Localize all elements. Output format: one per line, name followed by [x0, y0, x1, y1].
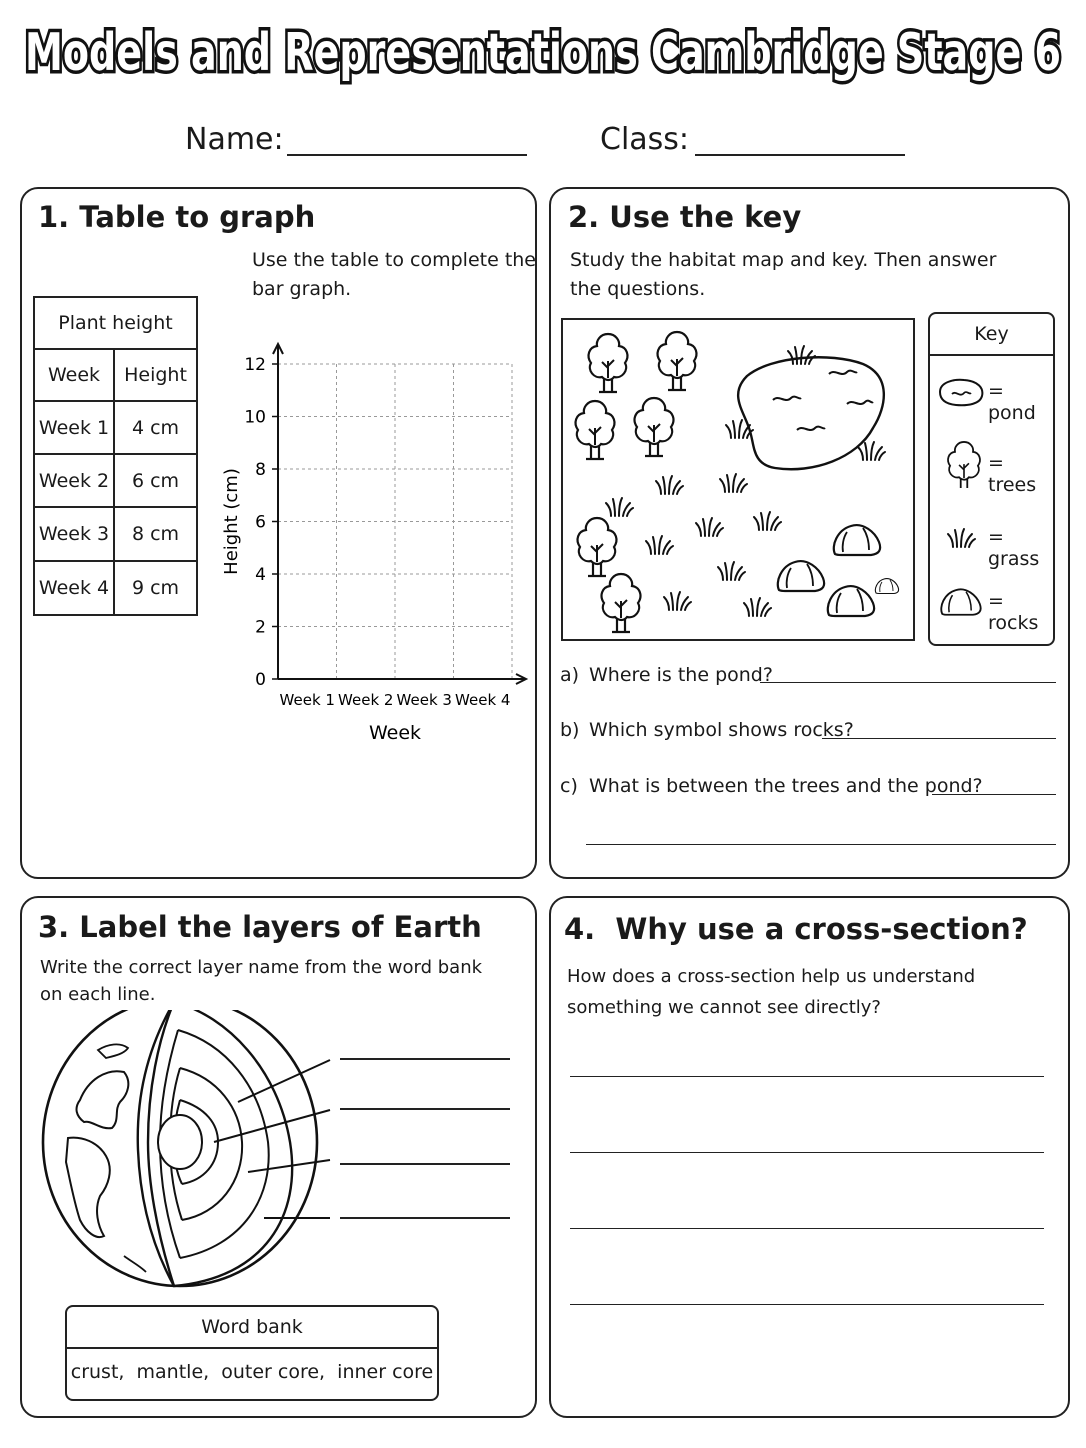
table-caption: Plant height [34, 297, 197, 349]
table-cell: Week 1 [34, 401, 114, 454]
word-bank-title: Word bank [67, 1307, 437, 1349]
table-cell: 4 cm [114, 401, 197, 454]
word-bank-words: crust, mantle, outer core, inner core [70, 1361, 434, 1383]
layer-label-line-4[interactable] [340, 1217, 510, 1219]
answer-line-c-2[interactable] [586, 844, 1056, 845]
class-label: Class: [600, 122, 690, 157]
layer-label-line-2[interactable] [340, 1108, 510, 1110]
table-cell: Week 2 [34, 454, 114, 507]
plant-height-table [33, 296, 198, 616]
key-label-grass: = grass [988, 526, 1040, 570]
table-header-height: Height [114, 349, 197, 401]
x-tick-label: Week 3 [396, 691, 452, 709]
section4-title: 4. Why use a cross-section? [564, 912, 1028, 946]
class-field[interactable] [695, 154, 905, 156]
bar-graph [210, 330, 530, 750]
question-b-text: Which symbol shows rocks? [589, 719, 854, 741]
question-a-text: Where is the pond? [589, 664, 773, 686]
word-bank [65, 1305, 439, 1401]
rock-icon [936, 584, 986, 620]
section3-instruction-1: Write the correct layer name from the word bank [40, 957, 483, 978]
earth-cross-section [28, 1010, 528, 1300]
table-cell: Week 3 [34, 507, 114, 561]
key-label-pond: = pond [988, 380, 1036, 424]
key-label-rocks: = rocks [988, 590, 1039, 634]
key-label-trees: = trees [988, 452, 1037, 496]
section4-question-2: something we cannot see directly? [567, 997, 881, 1018]
pond-icon [936, 374, 986, 410]
section2-title: 2. Use the key [568, 200, 802, 234]
answer-line-1[interactable] [570, 1076, 1044, 1077]
section2-instruction-1: Study the habitat map and key. Then answer [570, 249, 997, 271]
table-cell: 8 cm [114, 507, 197, 561]
table-header-week: Week [34, 349, 114, 401]
answer-line-2[interactable] [570, 1152, 1044, 1153]
grass-icon [944, 524, 980, 554]
answer-line-3[interactable] [570, 1228, 1044, 1229]
habitat-map [561, 318, 915, 641]
question-c-letter: c) [560, 775, 578, 797]
section3-instruction-2: on each line. [40, 984, 156, 1005]
answer-line-b[interactable] [822, 738, 1056, 739]
answer-line-c[interactable] [932, 794, 1056, 795]
y-tick-label: 8 [255, 460, 266, 480]
key-title: Key [930, 314, 1053, 356]
section1-title: 1. Table to graph [38, 200, 316, 234]
x-tick-label: Week 4 [455, 691, 511, 709]
layer-label-line-1[interactable] [340, 1058, 510, 1060]
tree-icon [942, 438, 986, 488]
layer-label-line-3[interactable] [340, 1163, 510, 1165]
x-tick-label: Week 1 [279, 691, 335, 709]
question-c-text: What is between the trees and the pond? [589, 775, 983, 797]
y-tick-label: 10 [244, 407, 266, 428]
y-tick-label: 0 [255, 670, 266, 690]
table-cell: 9 cm [114, 561, 197, 615]
y-tick-label: 6 [255, 512, 266, 533]
y-tick-label: 12 [244, 355, 266, 375]
svg-text:Models and Representations Cam: Models and Representations Cambridge Stage 6 [25, 23, 1061, 83]
section3-title: 3. Label the layers of Earth [38, 910, 482, 944]
x-tick-label: Week 2 [338, 691, 394, 709]
section4-question-1: How does a cross-section help us understand [567, 966, 976, 987]
answer-line-4[interactable] [570, 1304, 1044, 1305]
table-cell: 6 cm [114, 454, 197, 507]
question-b-letter: b) [560, 719, 580, 741]
section1-instruction-2: bar graph. [252, 278, 352, 300]
x-axis-label: Week [368, 722, 422, 744]
page-title [0, 8, 1086, 88]
name-label: Name: [185, 122, 284, 157]
map-key [928, 312, 1055, 646]
y-tick-label: 4 [255, 565, 266, 585]
table-cell: Week 4 [34, 561, 114, 615]
y-tick-label: 2 [255, 617, 266, 638]
section2-instruction-2: the questions. [570, 278, 706, 300]
name-field[interactable] [287, 154, 527, 156]
answer-line-a[interactable] [760, 682, 1056, 683]
y-axis-label: Height (cm) [221, 468, 242, 575]
question-a-letter: a) [560, 664, 580, 686]
section1-instruction-1: Use the table to complete the [252, 249, 536, 271]
